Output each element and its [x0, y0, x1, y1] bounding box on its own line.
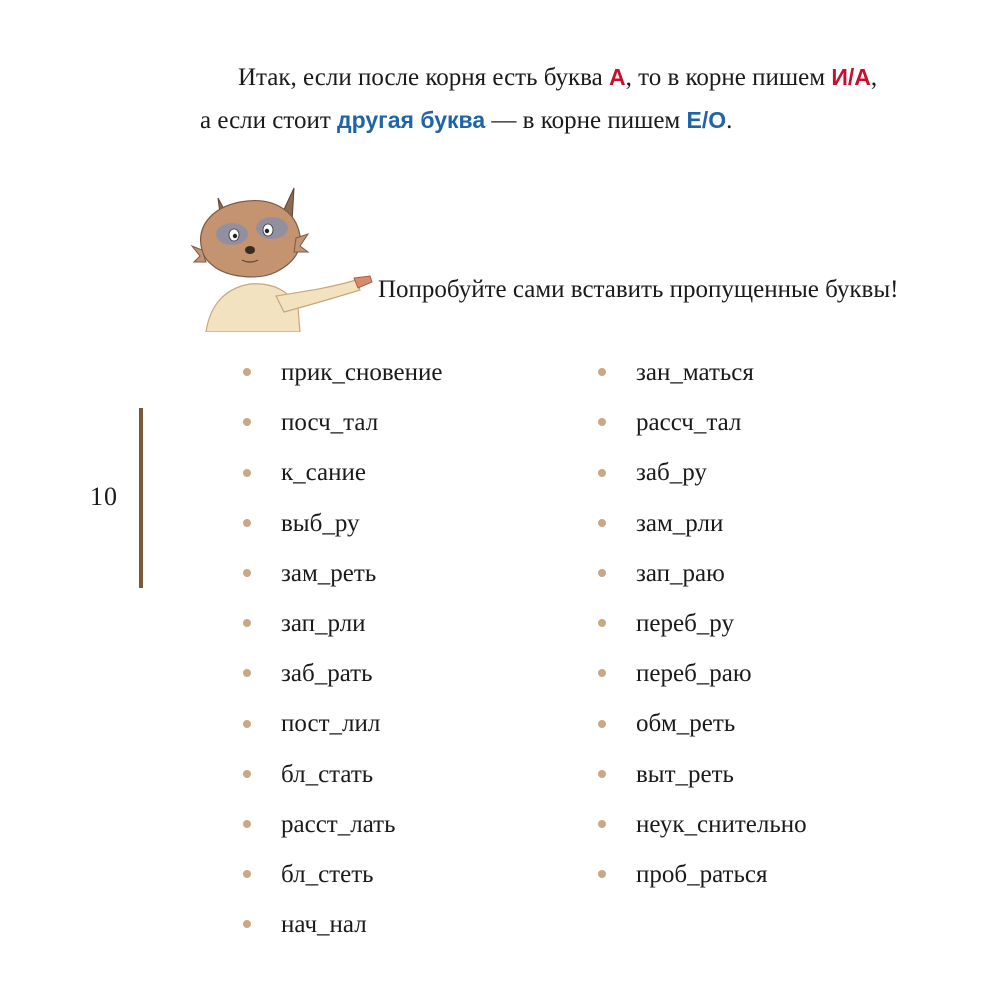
word-text: неук_снительно — [636, 810, 807, 838]
bullet-dot-icon — [243, 569, 251, 577]
word-item — [598, 556, 807, 606]
exercise-prompt: Попробуйте сами вставить пропущенные буквы! — [378, 276, 899, 303]
bullet-dot-icon — [243, 770, 251, 778]
rule-text-2: , то в корне пишем — [625, 64, 832, 91]
word-text: заб_ру — [636, 459, 707, 487]
word-item — [598, 757, 807, 807]
bullet-dot-icon — [598, 418, 606, 426]
bullet-dot-icon — [598, 469, 606, 477]
word-text: прик_сновение — [281, 359, 443, 386]
word-item — [243, 606, 443, 656]
bullet-dot-icon — [243, 619, 251, 627]
word-text: зам_реть — [281, 559, 377, 587]
word-text: рассч_тал — [636, 409, 742, 437]
word-item — [243, 506, 443, 556]
word-text: выт_реть — [636, 760, 734, 788]
word-text: нач_нал — [281, 911, 367, 939]
word-item — [598, 506, 807, 556]
mascot-body — [206, 276, 372, 332]
bullet-dot-icon — [598, 820, 606, 828]
page-number: 10 — [90, 482, 118, 511]
word-text: зам_рли — [636, 509, 724, 537]
word-text: посч_тал — [281, 409, 379, 437]
word-text: обм_реть — [636, 710, 736, 738]
word-text: проб_раться — [636, 860, 768, 888]
word-text: выб_ру — [281, 509, 360, 537]
word-text: к_сание — [281, 459, 366, 487]
fox-mascot-illustration — [188, 180, 378, 332]
bullet-dot-icon — [243, 418, 251, 426]
rule-text-4: а если стоит — [200, 107, 338, 134]
word-item — [598, 656, 807, 706]
highlight-i-a: И/А — [831, 64, 871, 90]
word-item — [243, 706, 443, 756]
word-item — [243, 455, 443, 505]
word-text: пост_лил — [281, 710, 381, 738]
word-item — [598, 455, 807, 505]
word-text: переб_раю — [636, 660, 752, 688]
word-item — [243, 405, 443, 455]
rule-paragraph — [200, 56, 940, 142]
bullet-dot-icon — [598, 669, 606, 677]
word-text: зап_рли — [281, 609, 366, 637]
bullet-dot-icon — [243, 368, 251, 376]
word-item — [598, 857, 807, 907]
word-text: заб_рать — [281, 660, 373, 688]
bullet-dot-icon — [598, 770, 606, 778]
bullet-dot-icon — [243, 920, 251, 928]
word-text: зап_раю — [636, 559, 725, 587]
bullet-dot-icon — [598, 720, 606, 728]
bullet-dot-icon — [598, 870, 606, 878]
bullet-dot-icon — [598, 368, 606, 376]
bullet-dot-icon — [598, 569, 606, 577]
word-item — [598, 706, 807, 756]
word-item — [598, 807, 807, 857]
word-text: переб_ру — [636, 609, 734, 637]
highlight-other-letter: другая буква — [337, 107, 486, 133]
word-text: бл_стать — [281, 760, 374, 788]
highlight-e-o: Е/О — [686, 107, 727, 133]
rule-text-3: , — [870, 64, 878, 91]
word-item — [243, 757, 443, 807]
bullet-dot-icon — [243, 720, 251, 728]
bullet-dot-icon — [243, 820, 251, 828]
highlight-letter-a: А — [609, 64, 626, 90]
rule-text-1: Итак, если после корня есть буква — [238, 64, 609, 91]
word-text: зан_маться — [636, 359, 754, 386]
word-text: расст_лать — [281, 810, 396, 838]
word-list-left — [243, 355, 443, 957]
rule-text-6: . — [726, 107, 733, 134]
word-text: бл_стеть — [281, 860, 374, 888]
mascot-head — [192, 188, 308, 277]
bullet-dot-icon — [243, 669, 251, 677]
bullet-dot-icon — [598, 519, 606, 527]
rule-text-5: — в корне пишем — [485, 107, 687, 134]
word-item — [243, 556, 443, 606]
word-item — [598, 405, 807, 455]
bullet-dot-icon — [243, 519, 251, 527]
word-item — [243, 857, 443, 907]
word-item — [598, 606, 807, 656]
word-item — [598, 355, 807, 405]
word-item — [243, 907, 443, 957]
page-margin-rule — [139, 408, 143, 588]
word-item — [243, 355, 443, 405]
word-list-right — [598, 355, 807, 907]
word-item — [243, 656, 443, 706]
bullet-dot-icon — [598, 619, 606, 627]
word-item — [243, 807, 443, 857]
bullet-dot-icon — [243, 870, 251, 878]
bullet-dot-icon — [243, 469, 251, 477]
